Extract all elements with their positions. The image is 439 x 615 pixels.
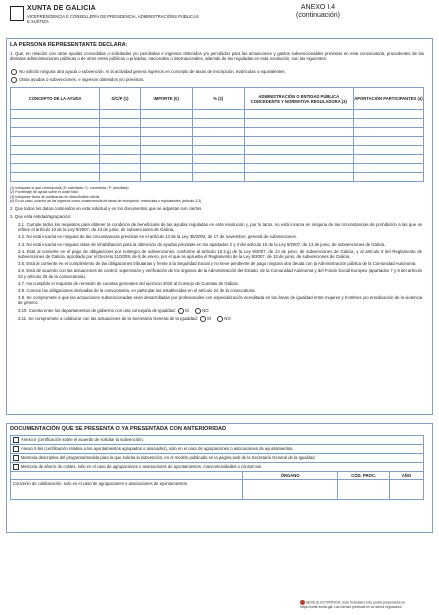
cell-input[interactable]	[140, 137, 192, 146]
sub-items-list	[18, 222, 422, 322]
cell-input[interactable]	[353, 119, 423, 128]
cell-input[interactable]	[100, 146, 140, 155]
option-no-other-aid[interactable]	[10, 69, 424, 75]
cell-input[interactable]	[244, 155, 353, 164]
table-row[interactable]	[11, 128, 424, 137]
cell-input[interactable]	[140, 128, 192, 137]
cell-input[interactable]	[100, 119, 140, 128]
col-aportacion: APORTACIÓN PARTICIPANTES (4)	[353, 88, 423, 110]
doc-label: Memoria de ahorro de costes, solo en el caso de agrupaciones o asociaciones de ayuntamientos, mancomunidades o consorcios.	[21, 464, 263, 470]
cell-input[interactable]	[192, 110, 244, 119]
col-concepto: CONCEPTO DE LA AYUDA	[11, 88, 100, 110]
table-row	[11, 454, 424, 463]
cell-input[interactable]	[353, 146, 423, 155]
doc-row[interactable]	[11, 463, 424, 472]
cell-input[interactable]	[353, 164, 423, 173]
item-3-11-label: 3.11. Se compromete a colaborar con las actuaciones de la Secretaría General de la Igualdad:	[18, 315, 198, 321]
doc-label: Memoria descriptiva del programa/medida para la que solicita la subvención, en el modelo publicado en la página web de la Secretaría General de la Igualdad	[21, 455, 315, 461]
radio-3-10-no[interactable]	[195, 308, 201, 314]
list-item: 3.5. Está al corriente en el cumplimiento de las obligaciones tributarias y frente a la Seguridad Social y no tiene pendiente de pago ninguna otra deuda con la Administración pública de la Comunidad Autónoma.	[18, 261, 417, 267]
checkbox-doc-1[interactable]	[13, 437, 19, 443]
documentation-title: DOCUMENTACIÓN QUE SE PRESENTA O YA PRESENTADA CON ANTERIORIDAD	[10, 426, 227, 432]
cell-input[interactable]	[192, 164, 244, 173]
cell-input[interactable]	[100, 110, 140, 119]
cell-input[interactable]	[192, 146, 244, 155]
radio-no-other-aid[interactable]	[11, 69, 17, 75]
table-row[interactable]	[11, 137, 424, 146]
cell-input[interactable]	[353, 155, 423, 164]
cell-input[interactable]	[100, 173, 140, 182]
cell-input[interactable]	[11, 155, 100, 164]
list-item: 3.2. No está incursa en ninguna de las circunstancias previstas en el artículo 13 de la Ley 38/2003, de 17 de noviembre, general de subvenciones.	[18, 234, 297, 240]
cell-input[interactable]	[353, 173, 423, 182]
no-label: NO	[224, 315, 231, 321]
cell-input[interactable]	[11, 128, 100, 137]
cell-input[interactable]	[100, 137, 140, 146]
item3-intro: 3. Que esta entidad/agrupación:	[10, 214, 72, 219]
aid-table	[10, 87, 424, 182]
cell-input[interactable]	[11, 110, 100, 119]
table-row[interactable]	[11, 110, 424, 119]
list-item: 3.3. No está incursa en ninguna clase de inhabilitación para la obtención de ayudas previstas en los apartados 2 y 3 del artículo 10 de la Ley 9/2007, de 13 de junio, de subvenciones de Galicia.	[18, 241, 386, 247]
table-row	[11, 480, 424, 500]
doc-label: Anexo II (certificación sobre el acuerdo de solicitar la subvención).	[21, 437, 144, 443]
agreement-row-label: Convenio de colaboración, solo en el caso de agrupaciones o asociaciones de ayuntamientos.	[11, 480, 243, 500]
cell-input[interactable]	[244, 146, 353, 155]
org-department: VICEPRESIDENCIA E CONSELLERÍA DE PRESIDENCIA, ADMINISTRACIÓNS PÚBLICAS E XUSTIZA	[27, 14, 199, 24]
table-footnotes	[10, 186, 424, 203]
cell-input[interactable]	[140, 146, 192, 155]
cell-input[interactable]	[192, 128, 244, 137]
doc-row[interactable]	[11, 454, 424, 463]
table-row	[11, 436, 424, 445]
list-item: 3.8. Conoce las obligaciones derivadas de la convocatoria, en particular las establecidas en el artículo 22 de la convocatoria.	[18, 288, 256, 294]
cell-input[interactable]	[244, 110, 353, 119]
table-row	[11, 445, 424, 454]
cell-input[interactable]	[192, 119, 244, 128]
checkbox-doc-3[interactable]	[13, 455, 19, 461]
list-item: 3.1. Cumple todos los requisitos para obtener la condición de beneficiaria de las ayudas reguladas en esta resolución y, por lo tanto, no está incursa en ninguna de las circunstancias de prohibición a las que se refiere el artículo 10 de la Ley 9/2007, de 13 de junio, de subvenciones de Galicia.	[18, 222, 422, 233]
cell-input[interactable]	[11, 173, 100, 182]
footer-note	[300, 600, 435, 609]
footnote: (1) Indíquese lo que corresponda (S: solicitada / C: concedida / P: percibida)	[10, 186, 129, 190]
cell-input[interactable]	[140, 110, 192, 119]
cell-input[interactable]	[244, 173, 353, 182]
list-item: 3.7. Ha cumplido el requisito de remisión de cuentas generales del ejercicio 2018 al Consejo de Cuentas de Galicia.	[18, 280, 239, 286]
cell-input[interactable]	[100, 128, 140, 137]
col-scp: S/C/P (1)	[100, 88, 140, 110]
item-3-10-label: 3.10. Cuenta entre los departamentos de gobierno con una concejalía de igualdad:	[18, 307, 176, 313]
footnote: (2) Porcentaje de ayuda sobre el coste total	[10, 190, 78, 195]
table-row[interactable]	[11, 146, 424, 155]
cell-input[interactable]	[244, 119, 353, 128]
cell-input[interactable]	[244, 137, 353, 146]
cell-input[interactable]	[100, 155, 140, 164]
option-no-other-aid-label: No solicitó ninguna otra ayuda o subvención, ni la actividad genera ingresos en concepto de tasas de inscripción, matrículas o equivalentes.	[19, 69, 286, 75]
footnote: (4) En su caso, cuantía de los ingresos como consecuencia de tasas de inscripción, matrículas o equivalentes (artículo 3.3)	[10, 198, 202, 203]
cell-input[interactable]	[140, 155, 192, 164]
item1-intro: 1. Que, en relación con otras ayudas concedidas o solicitadas y/o percibidas e ingresos obtenidos y/o percibidos para las actuaciones y gastos subvencionables previstos en esta convocatoria, procedentes de las distintas administraciones públicas o de otros entes públicos o privados, nacionales o internacionales, además de las reguladas en esta resolución, son las siguientes:	[10, 51, 424, 62]
annex-subtitle: (continuación)	[296, 12, 340, 19]
doc-row[interactable]	[11, 445, 424, 454]
footnote: (3) Indíquese fecha de publicación en diario/boletín oficial	[10, 194, 100, 199]
yes-label: SÍ	[206, 315, 212, 321]
cell-input[interactable]	[140, 173, 192, 182]
list-item: 3.9. Se compromete a que las actuaciones subvencionadas sean desarrolladas por profesionales con especialización acreditada en las áreas de igualdad entre mujeres y hombres y/o erradicación de la violencia de género.	[18, 295, 422, 306]
table-row	[11, 463, 424, 472]
cell-input[interactable]	[11, 137, 100, 146]
cell-input[interactable]	[192, 155, 244, 164]
table-row[interactable]	[11, 119, 424, 128]
no-label: NO	[202, 307, 209, 313]
cell-input[interactable]	[192, 173, 244, 182]
doc-label: Anexo II-bis (certificación relativa a los ayuntamientos agrupados o asociados), solo en el caso de agrupaciones o asociaciones de ayuntamientos.	[21, 446, 294, 452]
footer-text: SEDE ELECTRÓNICA: Este formulario solo podrá presentarse en https://sede.xunta.gal. Las formas previstas en la norma reguladora.	[300, 600, 406, 609]
radio-3-11-no[interactable]	[217, 316, 223, 322]
empty-header-cell	[11, 472, 243, 480]
table-row[interactable]	[11, 173, 424, 182]
option-other-aid[interactable]	[10, 77, 424, 83]
cell-input[interactable]	[353, 110, 423, 119]
col-porcentaje: % (2)	[192, 88, 244, 110]
checkbox-doc-4[interactable]	[13, 464, 19, 470]
organo-input[interactable]	[242, 480, 338, 500]
radio-3-11-yes[interactable]	[200, 316, 206, 322]
yes-label: SÍ	[184, 307, 189, 313]
declaration-title: LA PERSONA REPRESENTANTE DECLARA:	[10, 42, 128, 48]
cell-input[interactable]	[244, 164, 353, 173]
cell-input[interactable]	[353, 128, 423, 137]
col-cod-proc: CÓD. PROC.	[338, 472, 389, 480]
cell-input[interactable]	[192, 137, 244, 146]
col-organo: ÓRGANO	[242, 472, 338, 480]
documents-table	[10, 435, 424, 500]
cell-input[interactable]	[11, 146, 100, 155]
cell-input[interactable]	[140, 164, 192, 173]
cell-input[interactable]	[244, 128, 353, 137]
table-row	[11, 472, 424, 480]
annex-title: ANEXO I.4	[300, 4, 336, 11]
cod-proc-input[interactable]	[338, 480, 389, 500]
item2: 2. Que todos los datos contenidos en esta solicitud y en los documentos que se adjuntan son ciertos.	[10, 206, 203, 211]
item-3-10	[18, 308, 422, 314]
annex-heading	[268, 4, 368, 20]
ano-input[interactable]	[389, 480, 423, 500]
radio-other-aid[interactable]	[11, 77, 17, 83]
col-ano: AÑO	[389, 472, 423, 480]
table-row[interactable]	[11, 155, 424, 164]
item-3-11	[18, 316, 422, 322]
list-item: 3.4. Está al corriente en el pago de obligaciones por reintegro de subvenciones, conforme al artículo 10.2.g) de la Ley 9/2007, de 13 de junio, de subvenciones de Galicia, y al artículo 9 del Reglamento de subvenciones de Galicia, aprobado por el Decreto 11/2009, de 8 de enero, por el que se aprueba el Reglamento de la Ley 9/2007, de 13 de junio, de subvenciones de Galicia.	[18, 248, 422, 260]
doc-row[interactable]	[11, 436, 424, 445]
cell-input[interactable]	[11, 119, 100, 128]
cell-input[interactable]	[140, 119, 192, 128]
list-item: 3.6. Está de acuerdo con las actuaciones de control, supervisión y verificación de los órganos de la Administración del Estado, de la Comunidad Autónoma y del Fondo Social Europeo (apartados 7 y 8 del artículo 22 y artículo 25 de la convocatoria).	[18, 268, 422, 279]
option-other-aid-label: Otras ayudas o subvenciones, e ingresos obtenidos y/o previstos.	[19, 77, 145, 83]
cell-input[interactable]	[11, 164, 100, 173]
col-importe: IMPORTE (€)	[140, 88, 192, 110]
col-administracion: ADMINISTRACIÓN O ENTIDAD PÚBLICA CONCEDENTE Y NORMATIVA REGULADORA (3)	[244, 88, 353, 110]
cell-input[interactable]	[100, 164, 140, 173]
checkbox-doc-2[interactable]	[13, 446, 19, 452]
radio-3-10-yes[interactable]	[178, 308, 184, 314]
cell-input[interactable]	[353, 137, 423, 146]
xunta-logo	[10, 6, 24, 21]
org-name: XUNTA DE GALICIA	[27, 5, 96, 12]
table-row[interactable]	[11, 164, 424, 173]
